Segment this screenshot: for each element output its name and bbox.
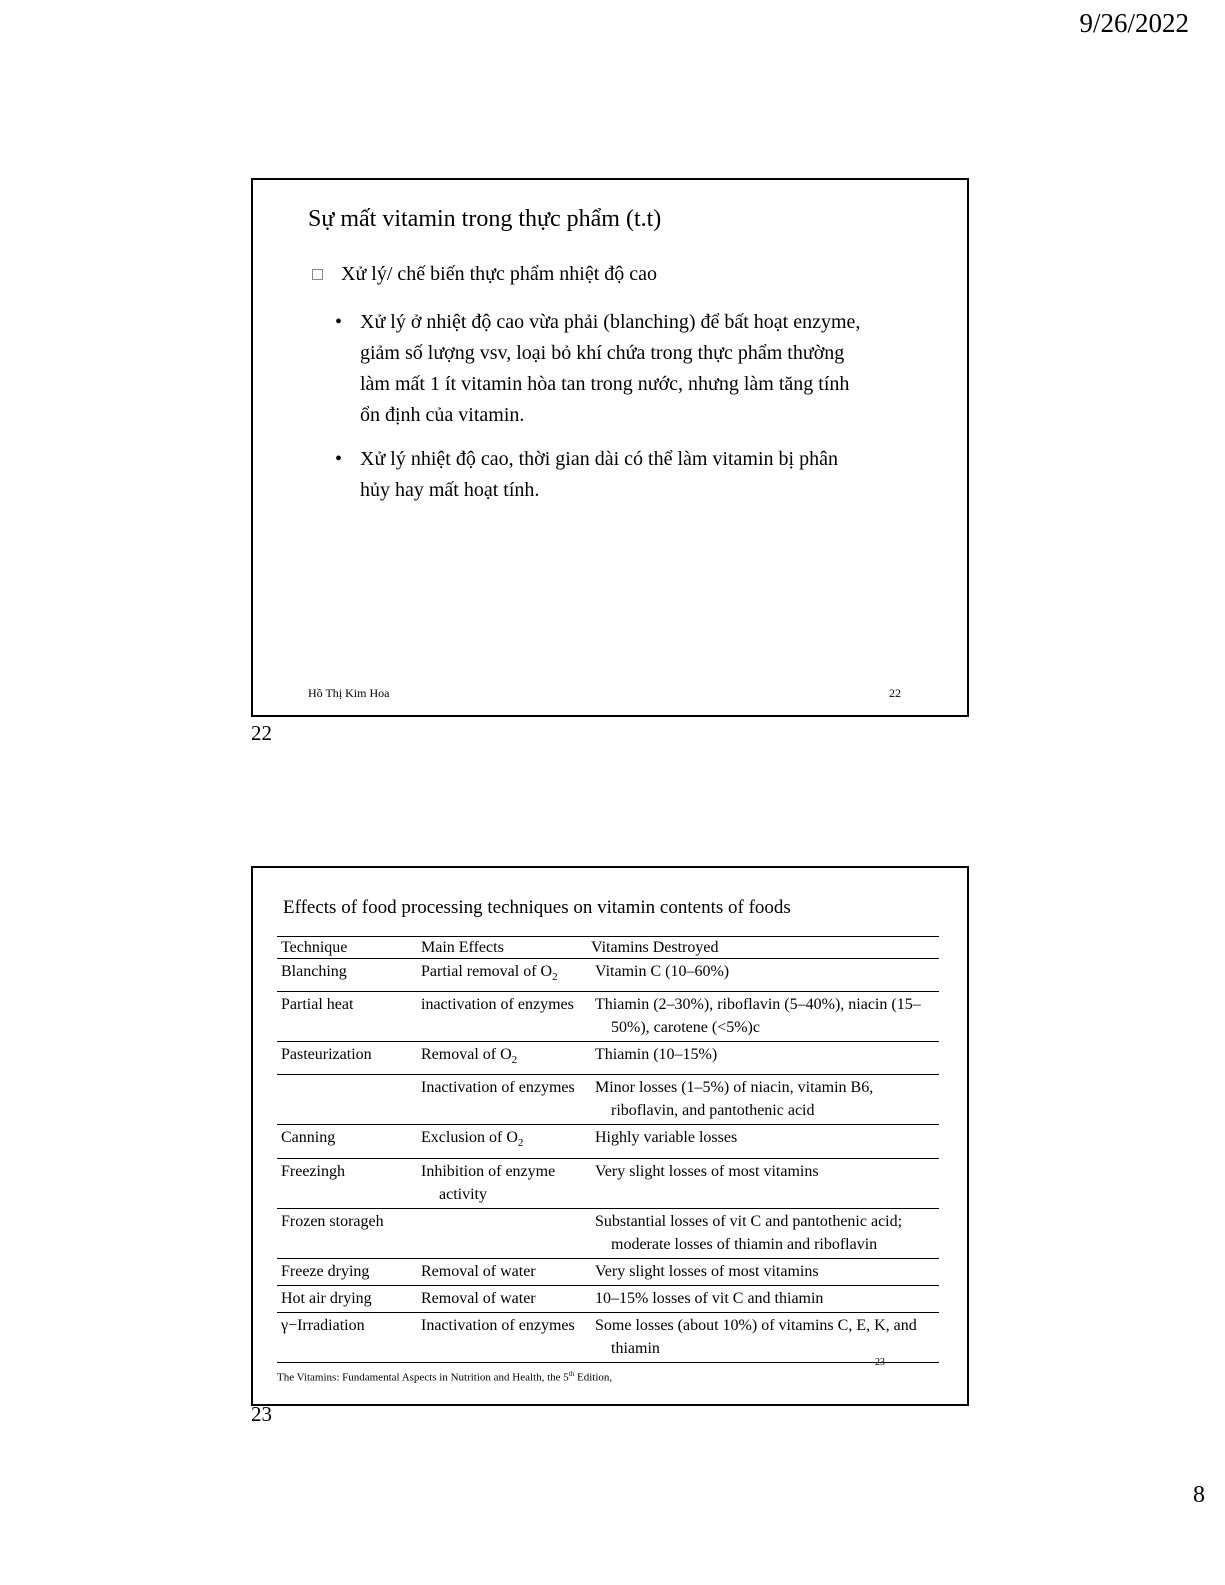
effect-subscript: 2: [511, 1054, 518, 1067]
slide-23: [251, 866, 969, 1406]
table-header-row: [277, 937, 939, 959]
cell-technique: [277, 1075, 417, 1125]
cell-vitamins-destroyed: Very slight losses of most vitamins: [587, 1258, 939, 1285]
cell-vitamins-destroyed: Some losses (about 10%) of vitamins C, E, K, and thiamin: [587, 1312, 939, 1362]
slide-label-22: 22: [251, 721, 272, 745]
table-row: [277, 1125, 939, 1158]
cell-main-effect: [417, 1075, 587, 1125]
cell-main-effect: [417, 1208, 587, 1258]
slide-footer-author: Hồ Thị Kim Hoa: [308, 686, 390, 700]
effect-text: inactivation of enzymes: [421, 996, 574, 1014]
header-technique: Technique: [277, 937, 417, 959]
effect-text: Exclusion of O: [421, 1129, 518, 1147]
cell-main-effect: [417, 959, 587, 992]
bullet-text: Xử lý ở nhiệt độ cao vừa phải (blanching) để bất hoạt enzyme, giảm số lượng vsv, loại bỏ khí chứa trong thực phẩm thường làm mất 1 ít vitamin hòa tan trong nước, nhưng làm tăng tính ổn định của vitamin.: [360, 311, 861, 426]
effect-text: Inactivation of enzymes: [421, 1079, 575, 1097]
slide-title: Sự mất vitamin trong thực phẩm (t.t): [308, 206, 662, 232]
bullet-item: [308, 444, 868, 506]
slide-subheading: [308, 263, 657, 286]
cell-vitamins-destroyed: Thiamin (10–15%): [587, 1042, 939, 1075]
table-row: [277, 959, 939, 992]
cell-technique: Blanching: [277, 959, 417, 992]
vitamin-table: [277, 936, 939, 1363]
citation-text: The Vitamins: Fundamental Aspects in Nutrition and Health, the 5: [277, 1371, 569, 1384]
cell-vitamins-destroyed: Minor losses (1–5%) of niacin, vitamin B6, riboflavin, and pantothenic acid: [587, 1075, 939, 1125]
slide-22: [251, 178, 969, 717]
cell-technique: Freeze drying: [277, 1258, 417, 1285]
table-row: [277, 1258, 939, 1285]
cell-vitamins-destroyed: Very slight losses of most vitamins: [587, 1158, 939, 1208]
square-bullet-icon: [312, 269, 323, 280]
bullet-item: [308, 307, 868, 431]
table-row: [277, 1042, 939, 1075]
slide-footer-number: 23: [875, 1357, 885, 1368]
table-row: [277, 1312, 939, 1362]
table-row: [277, 1158, 939, 1208]
header-vitamins-destroyed: Vitamins Destroyed: [587, 937, 939, 959]
cell-technique: Hot air drying: [277, 1285, 417, 1312]
table-title: Effects of food processing techniques on vitamin contents of foods: [283, 897, 791, 918]
page-number: 8: [1193, 1482, 1205, 1508]
bullet-list: [308, 307, 868, 519]
cell-main-effect: [417, 1312, 587, 1362]
effect-text: Removal of O: [421, 1046, 512, 1064]
vitamin-table-wrapper: [277, 936, 939, 1363]
effect-subscript: 2: [552, 971, 558, 984]
table-row: [277, 992, 939, 1042]
cell-main-effect: [417, 1158, 587, 1208]
cell-vitamins-destroyed: Substantial losses of vit C and pantothenic acid; moderate losses of thiamin and riboflavin: [587, 1208, 939, 1258]
bullet-dot-icon: •: [335, 311, 343, 333]
effect-subscript: 2: [517, 1137, 524, 1150]
cell-vitamins-destroyed: Vitamin C (10–60%): [587, 959, 939, 992]
cell-main-effect: [417, 1125, 587, 1158]
cell-technique: Frozen storageh: [277, 1208, 417, 1258]
cell-main-effect: [417, 992, 587, 1042]
cell-vitamins-destroyed: 10–15% losses of vit C and thiamin: [587, 1285, 939, 1312]
effect-text: Inactivation of enzymes: [421, 1316, 575, 1334]
cell-main-effect: [417, 1258, 587, 1285]
table-row: [277, 1208, 939, 1258]
subheading-text: Xử lý/ chế biến thực phẩm nhiệt độ cao: [341, 263, 658, 285]
cell-technique: Partial heat: [277, 992, 417, 1042]
citation-sup: th: [568, 1370, 575, 1378]
header-main-effects: Main Effects: [417, 937, 587, 959]
effect-text: Partial removal of O: [421, 963, 553, 980]
cell-main-effect: [417, 1285, 587, 1312]
slide-label-23: 23: [251, 1402, 272, 1426]
table-row: [277, 1285, 939, 1312]
slide-footer-number: 22: [889, 686, 901, 700]
cell-vitamins-destroyed: Thiamin (2–30%), riboflavin (5–40%), niacin (15–50%), carotene (<5%)c: [587, 992, 939, 1042]
page-date: 9/26/2022: [1079, 8, 1189, 38]
cell-technique: γ−Irradiation: [277, 1312, 417, 1362]
citation-end: Edition,: [574, 1371, 613, 1384]
effect-text: Removal of water: [421, 1289, 536, 1307]
cell-technique: Canning: [277, 1125, 417, 1158]
cell-technique: Freezingh: [277, 1158, 417, 1208]
bullet-text: Xử lý nhiệt độ cao, thời gian dài có thể làm vitamin bị phân hủy hay mất hoạt tính.: [360, 448, 838, 501]
cell-vitamins-destroyed: Highly variable losses: [587, 1125, 939, 1158]
table-row: [277, 1075, 939, 1125]
cell-technique: Pasteurization: [277, 1042, 417, 1075]
citation: [277, 1370, 612, 1384]
effect-text: Inhibition of enzyme activity: [421, 1162, 556, 1203]
effect-text: Removal of water: [421, 1262, 536, 1280]
cell-main-effect: [417, 1042, 587, 1075]
bullet-dot-icon: •: [335, 448, 343, 470]
